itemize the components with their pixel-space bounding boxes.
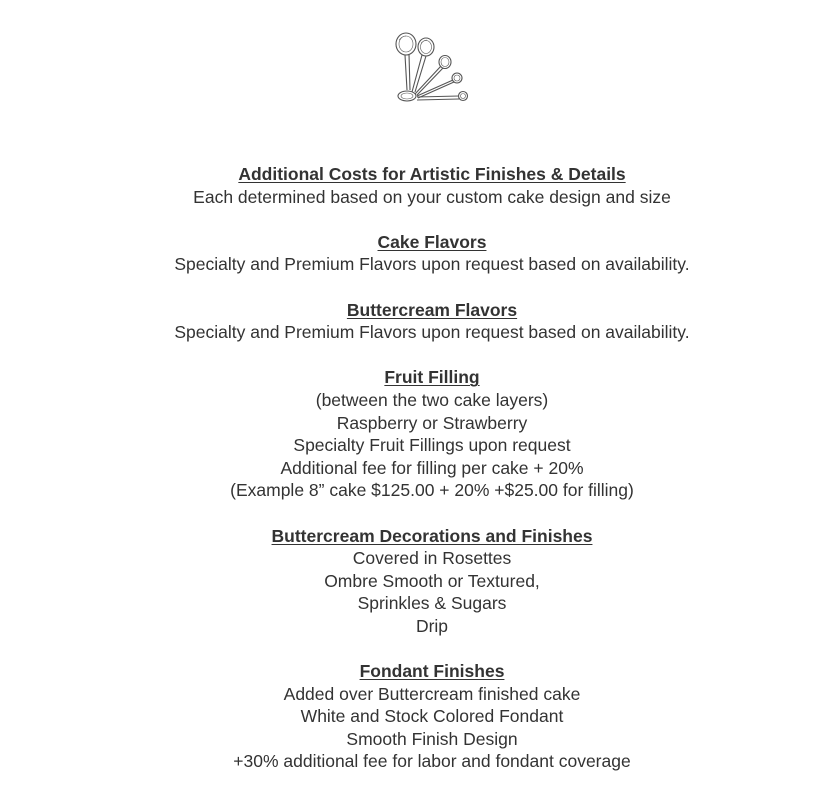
section-line: Specialty and Premium Flavors upon request based on availability.: [174, 254, 690, 275]
section-buttercream-flavors: [48, 299, 816, 344]
section-line: Specialty Fruit Fillings upon request: [293, 435, 571, 456]
section-line: Additional fee for filling per cake + 20%: [280, 457, 584, 478]
price-info-content: [0, 163, 816, 773]
section-line: +30% additional fee for labor and fondant coverage: [233, 751, 631, 772]
section-line: (between the two cake layers): [315, 389, 549, 410]
section-artistic-finishes: [48, 163, 816, 208]
section-line: Specialty and Premium Flavors upon request based on availability.: [174, 322, 690, 343]
section-heading: Cake Flavors: [377, 231, 487, 252]
section-line: Smooth Finish Design: [346, 728, 518, 749]
section-line: Ombre Smooth or Textured,: [324, 570, 540, 591]
section-line: Raspberry or Strawberry: [336, 412, 528, 433]
section-heading: Buttercream Flavors: [346, 299, 518, 320]
section-line: Sprinkles & Sugars: [357, 593, 507, 614]
measuring-spoons-icon: [393, 30, 471, 104]
section-heading: Additional Costs for Artistic Finishes & Details: [238, 164, 626, 184]
section-line: Added over Buttercream finished cake: [283, 683, 581, 704]
section-fruit-filling: [48, 366, 816, 502]
section-line: (Example 8” cake $125.00 + 20% +$25.00 for filling): [230, 480, 634, 501]
section-line: Drip: [415, 615, 449, 636]
section-heading: Fondant Finishes: [359, 661, 505, 682]
section-fondant-finishes: [48, 660, 816, 773]
section-line: White and Stock Colored Fondant: [300, 706, 564, 727]
section-heading: Fruit Filling: [384, 367, 480, 388]
section-heading: Buttercream Decorations and Finishes: [271, 525, 593, 546]
section-cake-flavors: [48, 231, 816, 276]
section-line: Each determined based on your custom cake design and size: [193, 186, 671, 207]
section-buttercream-decorations: [48, 525, 816, 638]
section-line: Covered in Rosettes: [352, 548, 512, 569]
